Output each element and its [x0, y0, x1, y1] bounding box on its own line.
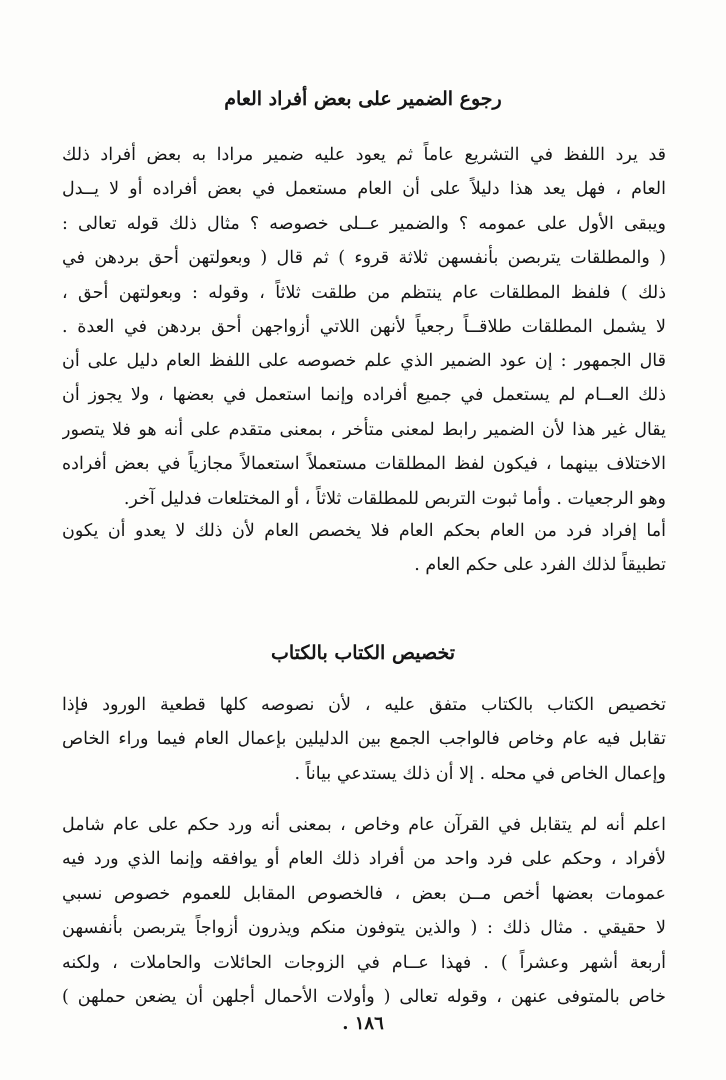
- text-line: الاختلاف بينهما ، فيكون لفظ المطلقات مستعملاً استعمالاً مجازياً في بعض أفراده: [62, 454, 666, 475]
- paragraph-5: [62, 808, 666, 1014]
- paragraph-2: [62, 344, 666, 516]
- page-number: ١٨٦ .: [342, 1013, 384, 1034]
- section-heading-pronoun-reference: رجوع الضمير على بعض أفراد العام: [224, 88, 502, 110]
- text-line: قال الجمهور : إن عود الضمير الذي علم خصوصه على اللفظ العام دليل على أن: [62, 351, 666, 371]
- paragraph-4: [62, 688, 666, 791]
- paragraph-1: [62, 138, 666, 344]
- text-line: قد يرد اللفظ في التشريع عاماً ثم يعود عليه ضمير مرادا به بعض أفراد ذلك: [62, 145, 666, 165]
- text-line: تقابل فيه عام وخاص فالواجب الجمع بين الدليلين بإعمال العام فيما وراء الخاص: [62, 729, 666, 750]
- text-line: اعلم أنه لم يتقابل في القرآن عام وخاص ، بمعنى أنه ورد حكم على عام شامل: [62, 815, 666, 835]
- text-line: ويبقى الأول على عمومه ؟ والضمير عــلى خصوصه ؟ مثال ذلك قوله تعالى :: [62, 213, 666, 234]
- text-line: أما إفراد فرد من العام بحكم العام فلا يخصص العام لأن ذلك لا يعدو أن يكون: [62, 521, 666, 541]
- text-line: ذلك العــام لم يستعمل في جميع أفراده وإنما استعمل في بعضها ، ولا يجوز أن: [62, 385, 666, 406]
- text-line: لا حقيقي . مثال ذلك : ( والذين يتوفون منكم ويذرون أزواجاً يتربصن بأنفسهن: [62, 918, 666, 939]
- text-line: خاص بالمتوفى عنهن ، وقوله تعالى ( وأولات الأحمال أجلهن أن يضعن حملهن ): [62, 986, 666, 1007]
- text-line: تطبيقاً لذلك الفرد على حكم العام .: [414, 555, 666, 576]
- text-line: العام ، فهل يعد هذا دليلاً على أن العام مستعمل في بعض أفراده أو لا يــدل: [62, 179, 666, 200]
- text-line: عمومات بعضها أخص مــن بعض ، فالخصوص المقابل للعموم خصوص نسبي: [62, 883, 666, 904]
- text-line: لا يشمل المطلقات طلاقــاً رجعياً لأنهن اللاتي أزواجهن أحق بردهن في العدة .: [62, 316, 666, 337]
- text-line: وهو الرجعيات . وأما ثبوت التربص للمطلقات ثلاثاً ، أو المختلعات فدليل آخر.: [123, 488, 666, 509]
- text-line: أربعة أشهر وعشراً ) . فهذا عــام في الزوجات الحائلات والحاملات ، ولكنه: [62, 952, 666, 973]
- text-line: يقال غير هذا لأن الضمير رابط لمعنى متأخر ، بمعنى متقدم على أنه هو فلا يتصور: [62, 419, 666, 440]
- text-line: تخصيص الكتاب بالكتاب متفق عليه ، لأن نصوصه كلها قطعية الورود فإذا: [62, 695, 666, 715]
- text-line: ( والمطلقات يتربصن بأنفسهن ثلاثة قروء ) ثم قال ( وبعولتهن أحق بردهن في: [62, 248, 666, 269]
- section-heading-book-specification: تخصيص الكتاب بالكتاب: [270, 642, 455, 664]
- text-line: لأفراد ، وحكم على فرد واحد من أفراد ذلك العام أو يوافقه وإنما الذي ورد فيه: [62, 849, 666, 870]
- text-line: وإعمال الخاص في محله . إلا أن ذلك يستدعي بياناً .: [294, 763, 666, 784]
- paragraph-3: [62, 514, 666, 583]
- text-line: ذلك ) فلفظ المطلقات عام ينتظم من طلقت ثلاثاً ، وقوله : وبعولتهن أحق ،: [62, 282, 666, 303]
